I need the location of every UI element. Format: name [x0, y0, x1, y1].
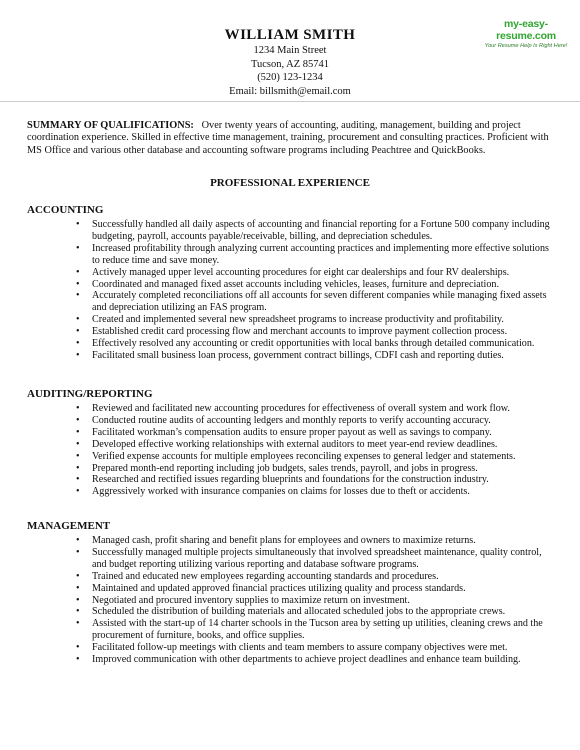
contact-header [0, 26, 580, 98]
section-title: ACCOUNTING [27, 204, 104, 216]
list-item: • Scheduled the distribution of building materials and allocated scheduled jobs to the appropriate crews. [92, 606, 557, 618]
email-address: Email: billsmith@email.com [229, 85, 351, 97]
list-item: • Reviewed and facilitated new accounting procedures for effectiveness of overall system and work flow. [92, 403, 557, 415]
list-item: • Assisted with the start-up of 14 charter schools in the Tucson area by setting up utilities, cleaning crews and the procurement of furniture, books, and office supplies. [92, 618, 557, 642]
list-item: • Facilitated workman’s compensation audits to ensure proper payout as well as savings to company. [92, 427, 557, 439]
logo-brand-text: my-easy-resume.com [496, 18, 556, 42]
list-item: • Facilitated follow-up meetings with clients and team members to assure company objectives were met. [92, 642, 557, 654]
list-item: • Created and implemented several new spreadsheet programs to increase productivity and profitability. [92, 314, 557, 326]
management-list [27, 535, 557, 666]
list-item: • Coordinated and managed fixed asset accounts including vehicles, leases, furniture and depreciation. [92, 279, 557, 291]
management-section [27, 520, 557, 666]
auditing-section [27, 388, 557, 498]
list-item: • Established credit card processing flow and merchant accounts to improve payment collection process. [92, 326, 557, 338]
list-item: • Researched and rectified issues regarding blueprints and foundations for the construction industry. [92, 474, 557, 486]
summary-label: SUMMARY OF QUALIFICATIONS: [27, 120, 194, 131]
auditing-list [27, 403, 557, 498]
header-divider [0, 101, 580, 102]
list-item: • Negotiated and procured inventory supplies to maximize return on investment. [92, 595, 557, 607]
phone-number: (520) 123-1234 [257, 72, 323, 84]
accounting-section [27, 204, 557, 362]
summary-of-qualifications [27, 120, 559, 157]
candidate-name: WILLIAM SMITH [224, 27, 356, 43]
city-state-zip: Tucson, AZ 85741 [250, 58, 330, 70]
list-item: • Improved communication with other departments to achieve project deadlines and enhance team building. [92, 654, 557, 666]
section-title: AUDITING/REPORTING [27, 388, 153, 400]
list-item: • Developed effective working relationships with external auditors to meet year-end review deadlines. [92, 439, 557, 451]
section-title: MANAGEMENT [27, 520, 111, 532]
list-item: • Prepared month-end reporting including job budgets, sales trends, payroll, and jobs in progress. [92, 463, 557, 475]
list-item: • Managed cash, profit sharing and benefit plans for employees and owners to maximize returns. [92, 535, 557, 547]
summary-text: Over twenty years of accounting, auditing, management, building and project coordination experience. Skilled in effective time management, training, procurement and consulting practices. Proficient with MS Office and various other database and accounting software programs including Peachtree and QuickBooks. [27, 120, 549, 156]
list-item: • Actively managed upper level accounting procedures for eight car dealerships and four RV dealerships. [92, 267, 557, 279]
list-item: • Effectively resolved any accounting or credit opportunities with local banks through detailed communication. [92, 338, 557, 350]
list-item: • Increased profitability through analyzing current accounting practices and implementing more effective solutions to reduce time and save money. [92, 243, 557, 267]
professional-experience-heading: PROFESSIONAL EXPERIENCE [210, 177, 370, 189]
list-item: • Maintained and updated approved financial practices utilizing quality and process standards. [92, 583, 557, 595]
list-item: • Successfully managed multiple projects simultaneously that involved spreadsheet maintenance, quality control, and budget reporting utilizing various reporting and database software programs. [92, 547, 557, 571]
street-address: 1234 Main Street [253, 45, 327, 56]
list-item: • Facilitated small business loan process, government contract billings, CDFI cash and reporting duties. [92, 350, 557, 362]
list-item: • Trained and educated new employees regarding accounting standards and procedures. [92, 571, 557, 583]
list-item: • Aggressively worked with insurance companies on claims for losses due to theft or accidents. [92, 486, 557, 498]
list-item: • Successfully handled all daily aspects of accounting and financial reporting for a Fortune 500 company including budgeting, payroll, accounts payable/receivable, billing, and depreciation schedules. [92, 219, 557, 243]
logo-tagline: Your Resume Help Is Right Here! [484, 43, 568, 49]
accounting-list [27, 219, 557, 362]
list-item: • Verified expense accounts for multiple employees reconciling expenses to general ledger and statements. [92, 451, 557, 463]
list-item: • Conducted routine audits of accounting ledgers and monthly reports to verify accounting accuracy. [92, 415, 557, 427]
list-item: • Accurately completed reconciliations off all accounts for seven different companies while managing fixed assets and depreciation utilizing an FAS program. [92, 290, 557, 314]
